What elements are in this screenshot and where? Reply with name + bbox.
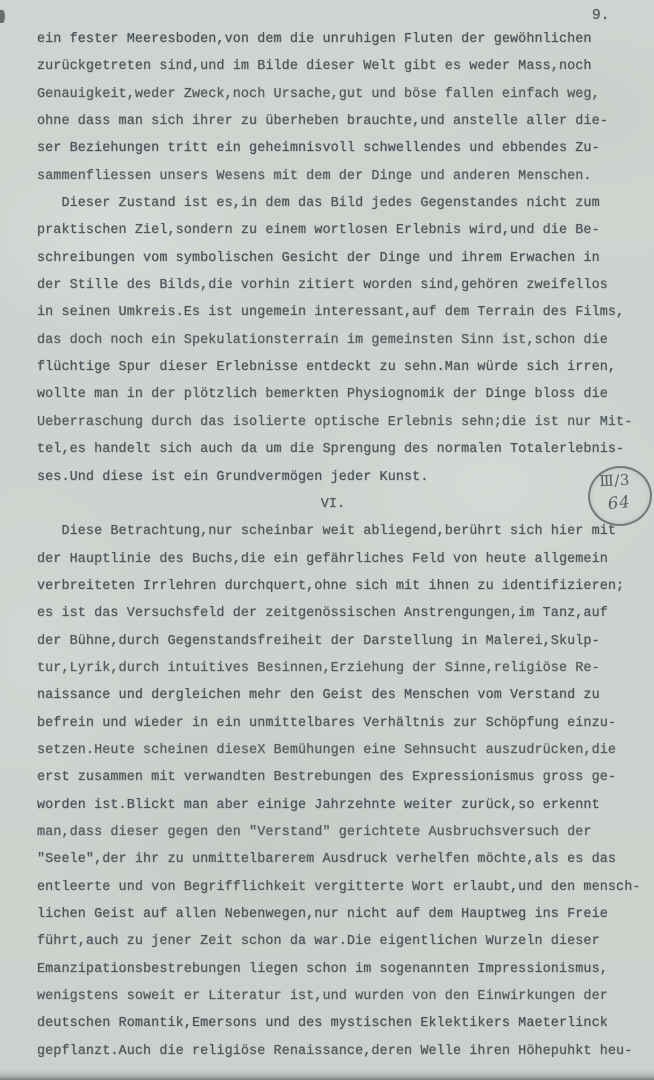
section-heading: VI. bbox=[320, 496, 346, 512]
typed-line: Ueberraschung durch das isolierte optische Erlebnis sehn;die ist nur Mit- bbox=[37, 414, 633, 430]
typed-text bbox=[37, 26, 641, 1065]
typed-line: in seinen Umkreis.Es ist ungemein interessant,auf dem Terrain des Films, bbox=[37, 305, 625, 321]
typed-line: lichen Geist auf allen Nebenwegen,nur nicht auf dem Hauptweg ins Freie bbox=[37, 907, 608, 922]
typed-line: das doch noch ein Spekulationsterrain im gemeinsten Sinn ist,schon die bbox=[37, 332, 608, 348]
typed-line: wollte man in der plötzlich bemerkten Physiognomik der Dinge bloss die bbox=[37, 387, 608, 403]
typed-line: schreibungen vom symbolischen Gesicht der Dinge und ihrem Erwachen in bbox=[37, 250, 600, 266]
typed-line: der Stille des Bilds,die vorhin zitiert worden sind,gehören zweifellos bbox=[37, 278, 608, 294]
typed-line: Dieser Zustand ist es,in dem das Bild jedes Gegenstandes nicht zum bbox=[37, 196, 600, 212]
typed-line: ser Beziehungen tritt ein geheimnisvoll schwellendes und ebbendes Zu- bbox=[37, 141, 600, 157]
typed-line: ses.Und diese ist ein Grundvermögen jeder Kunst. bbox=[37, 469, 429, 485]
typed-line: flüchtige Spur dieser Erlebnisse entdeckt zu sehn.Man würde sich irren, bbox=[37, 360, 617, 376]
typed-line: Diese Betrachtung,nur scheinbar weit abliegend,berührt sich hier mit bbox=[37, 524, 617, 540]
typed-line: gepflanzt.Auch die religiöse Renaissance,deren Welle ihren Höhepuhkt heu- bbox=[37, 1043, 633, 1059]
typed-line: entleerte und von Begrifflichkeit vergitterte Wort erlaubt,und den mensch- bbox=[37, 879, 641, 895]
typed-line: worden ist.Blickt man aber einige Jahrzehnte weiter zurück,so erkennt bbox=[37, 797, 600, 813]
typed-line: zurückgetreten sind,und im Bilde dieser Welt gibt es weder Mass,noch bbox=[37, 59, 592, 75]
typed-line: "Seele",der ihr zu unmittelbarerem Ausdruck verhelfen möchte,als es das bbox=[37, 852, 617, 868]
typed-line: Genauigkeit,weder Zweck,noch Ursache,gut und böse fallen einfach weg, bbox=[37, 86, 600, 102]
typed-line: ein fester Meeresboden,von dem die unruhigen Fluten der gewöhnlichen bbox=[37, 32, 592, 47]
typed-line: man,dass dieser gegen den "Verstand" gerichtete Ausbruchsversuch der bbox=[37, 824, 592, 840]
typed-line: setzen.Heute scheinen dieseX Bemühungen eine Sehnsucht auszudrücken,die bbox=[37, 742, 617, 758]
page-number: 9. bbox=[592, 8, 610, 24]
typed-line: tur,Lyrik,durch intuitives Besinnen,Erziehung der Sinne,religiöse Re- bbox=[37, 660, 600, 676]
typed-line: wenigstens soweit er Literatur ist,und wurden von den Einwirkungen der bbox=[37, 989, 608, 1005]
typed-line: naissance und dergleichen mehr den Geist des Menschen vom Verstand zu bbox=[37, 688, 600, 704]
stamp-number: 64 bbox=[606, 491, 632, 514]
typed-line: Emanzipationsbestrebungen liegen schon im sogenannten Impressionismus, bbox=[37, 961, 608, 977]
typed-line: ohne dass man sich ihrer zu überheben brauchte,und anstelle aller die- bbox=[37, 114, 608, 130]
paper-blemish bbox=[0, 10, 5, 23]
typed-line: der Hauptlinie des Buchs,die ein gefährliches Feld von heute allgemein bbox=[37, 551, 608, 567]
typed-line: verbreiteten Irrlehren durchquert,ohne sich mit ihnen zu identifizieren; bbox=[37, 578, 625, 594]
typed-line: befrein und wieder in ein unmittelbares Verhältnis zur Schöpfung einzu- bbox=[37, 715, 617, 731]
typed-line: erst zusammen mit verwandten Bestrebungen des Expressionismus gross ge- bbox=[37, 770, 617, 786]
typed-line: führt,auch zu jener Zeit schon da war.Die eigentlichen Wurzeln dieser bbox=[37, 934, 600, 950]
typed-line: praktischen Ziel,sondern zu einem wortlosen Erlebnis wird,und die Be- bbox=[37, 223, 600, 239]
typed-line: deutschen Romantik,Emersons und des mystischen Eklektikers Maeterlinck bbox=[37, 1016, 608, 1032]
typed-line: tel,es handelt sich auch da um die Sprengung des normalen Totalerlebnis- bbox=[37, 442, 625, 458]
typed-line: es ist das Versuchsfeld der zeitgenössischen Anstrengungen,im Tanz,auf bbox=[37, 606, 608, 622]
typed-line: sammenfliessen unsers Wesens mit dem der Dinge und anderen Menschen. bbox=[37, 168, 592, 184]
stamp-classification: Ⅲ/3 bbox=[598, 470, 631, 491]
typed-line: der Bühne,durch Gegenstandsfreiheit der Darstellung in Malerei,Skulp- bbox=[37, 633, 600, 649]
